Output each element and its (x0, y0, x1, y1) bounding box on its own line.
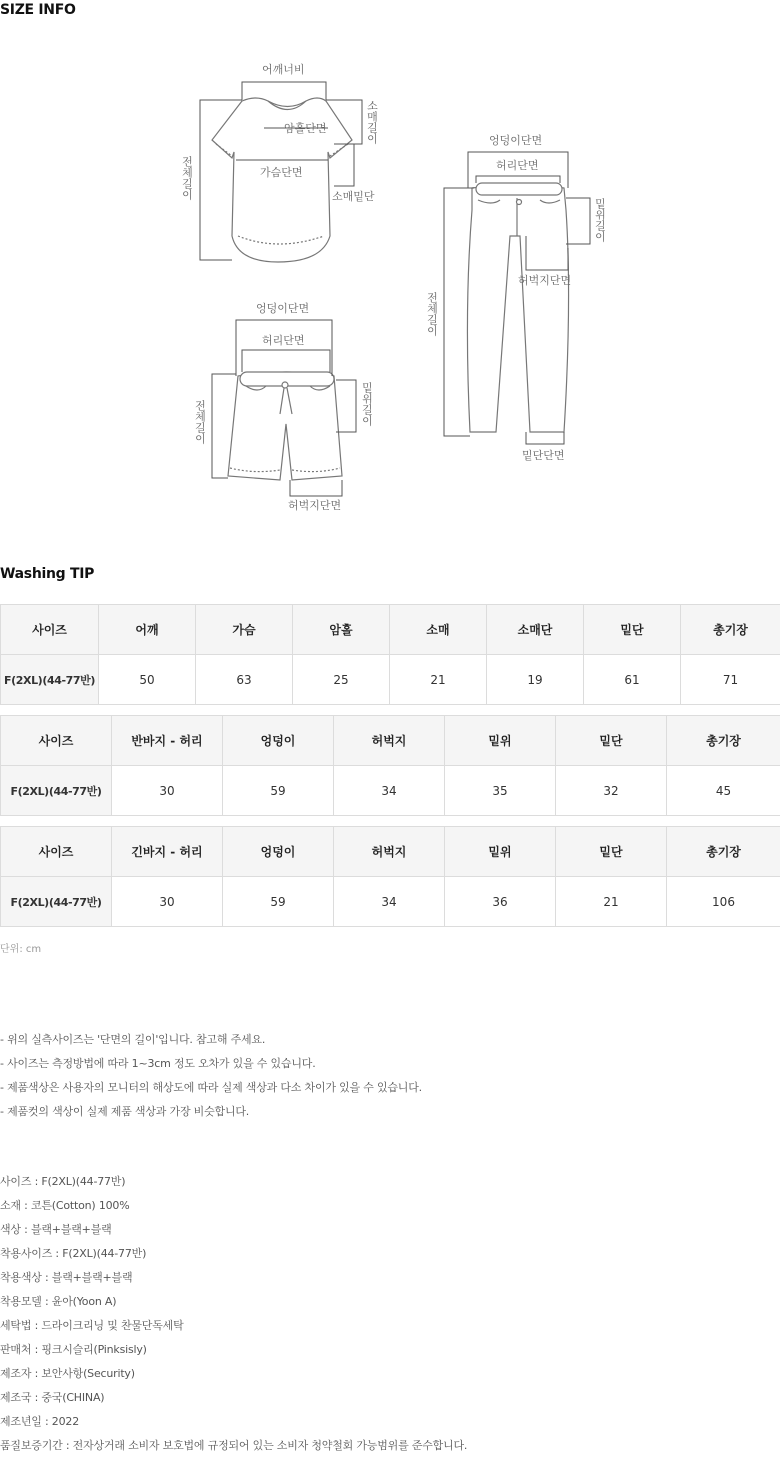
label-top-total-length: 전체길이 (180, 156, 194, 200)
product-info (0, 1170, 467, 1458)
info-line: 색상 : 블랙+블랙+블랙 (0, 1223, 112, 1236)
value-cell: 59 (223, 877, 334, 927)
info-line: 세탁법 : 드라이크리닝 및 찬물단독세탁 (0, 1319, 184, 1332)
value-cell: 19 (487, 655, 584, 705)
shorts-illustration (228, 372, 342, 480)
note-line: - 제품색상은 사용자의 모니터의 해상도에 따라 실제 색상과 다소 차이가 있을 수 있습니다. (0, 1081, 422, 1094)
label-shorts-rise: 밑위길이 (360, 382, 374, 426)
header-cell: 밑위 (445, 827, 556, 877)
value-cell: 45 (667, 766, 780, 816)
label-pants-thigh: 허벅지단면 (518, 274, 572, 287)
size-table-shorts (0, 715, 780, 816)
label-sleeve-length: 소매길이 (365, 100, 379, 144)
table-row (1, 655, 780, 705)
unit-note: 단위: cm (0, 944, 42, 955)
header-cell: 긴바지 - 허리 (112, 827, 223, 877)
value-cell: 30 (112, 766, 223, 816)
value-cell: 36 (445, 877, 556, 927)
info-line: 소재 : 코튼(Cotton) 100% (0, 1199, 130, 1212)
label-pants-total-length: 전체길이 (425, 292, 439, 336)
label-chest: 가슴단면 (260, 166, 303, 179)
info-line: 착용색상 : 블랙+블랙+블랙 (0, 1271, 133, 1284)
washing-tip-title: Washing TIP (0, 566, 95, 582)
header-cell: 사이즈 (1, 605, 99, 655)
header-cell: 허벅지 (334, 827, 445, 877)
label-pants-rise: 밑위길이 (593, 198, 607, 242)
size-name-cell: F(2XL)(44-77반) (1, 766, 112, 816)
header-cell: 가슴 (196, 605, 293, 655)
table-header-row (1, 716, 780, 766)
label-pants-waist: 허리단면 (496, 159, 539, 172)
value-cell: 30 (112, 877, 223, 927)
value-cell: 21 (556, 877, 667, 927)
size-name-cell: F(2XL)(44-77반) (1, 655, 99, 705)
size-table-top (0, 604, 780, 705)
size-info-title: SIZE INFO (0, 2, 76, 18)
info-line: 사이즈 : F(2XL)(44-77반) (0, 1175, 126, 1188)
size-notes (0, 1028, 422, 1124)
info-line: 제조국 : 중국(CHINA) (0, 1391, 105, 1404)
value-cell: 34 (334, 766, 445, 816)
value-cell: 61 (584, 655, 681, 705)
size-name-cell: F(2XL)(44-77반) (1, 877, 112, 927)
note-line: - 제품컷의 색상이 실제 제품 색상과 가장 비슷합니다. (0, 1105, 250, 1118)
info-line: 판매처 : 핑크시슬리(Pinksisly) (0, 1343, 147, 1356)
header-cell: 총기장 (681, 605, 780, 655)
header-cell: 반바지 - 허리 (112, 716, 223, 766)
label-shoulder-width: 어깨너비 (262, 63, 305, 76)
value-cell: 71 (681, 655, 780, 705)
size-diagram (0, 40, 780, 530)
note-line: - 사이즈는 측정방법에 따라 1~3cm 정도 오차가 있을 수 있습니다. (0, 1057, 316, 1070)
header-cell: 엉덩이 (223, 716, 334, 766)
size-table-pants (0, 826, 780, 927)
header-cell: 허벅지 (334, 716, 445, 766)
header-cell: 밑단 (556, 716, 667, 766)
header-cell: 밑위 (445, 716, 556, 766)
header-cell: 총기장 (667, 716, 780, 766)
header-cell: 사이즈 (1, 827, 112, 877)
value-cell: 21 (390, 655, 487, 705)
info-line: 제조년일 : 2022 (0, 1415, 79, 1428)
label-pants-hem: 밑단단면 (522, 449, 565, 462)
value-cell: 25 (293, 655, 390, 705)
header-cell: 엉덩이 (223, 827, 334, 877)
header-cell: 소매단 (487, 605, 584, 655)
header-cell: 암홀 (293, 605, 390, 655)
value-cell: 63 (196, 655, 293, 705)
header-cell: 어깨 (99, 605, 196, 655)
tshirt-illustration (212, 98, 352, 262)
table-header-row (1, 827, 780, 877)
header-cell: 총기장 (667, 827, 780, 877)
label-armhole: 암홀단면 (284, 122, 327, 135)
value-cell: 59 (223, 766, 334, 816)
info-line: 제조자 : 보안사항(Security) (0, 1367, 135, 1380)
value-cell: 32 (556, 766, 667, 816)
value-cell: 50 (99, 655, 196, 705)
label-shorts-total-length: 전체길이 (193, 400, 207, 444)
header-cell: 사이즈 (1, 716, 112, 766)
value-cell: 106 (667, 877, 780, 927)
table-row (1, 877, 780, 927)
table-header-row (1, 605, 780, 655)
value-cell: 35 (445, 766, 556, 816)
info-line: 품질보증기간 : 전자상거래 소비자 보호법에 규정되어 있는 소비자 청약철회 가능범위를 준수합니다. (0, 1439, 468, 1452)
header-cell: 소매 (390, 605, 487, 655)
info-line: 착용모델 : 윤아(Yoon A) (0, 1295, 117, 1308)
table-row (1, 766, 780, 816)
label-pants-hip: 엉덩이단면 (489, 134, 543, 147)
label-shorts-thigh: 허벅지단면 (288, 499, 342, 512)
info-line: 착용사이즈 : F(2XL)(44-77반) (0, 1247, 147, 1260)
pants-illustration (467, 183, 568, 432)
label-shorts-hip: 엉덩이단면 (256, 302, 310, 315)
note-line: - 위의 실측사이즈는 '단면의 길이'입니다. 참고해 주세요. (0, 1033, 266, 1046)
label-sleeve-hem: 소매밑단 (332, 190, 375, 203)
header-cell: 밑단 (556, 827, 667, 877)
label-shorts-waist: 허리단면 (262, 334, 305, 347)
header-cell: 밑단 (584, 605, 681, 655)
value-cell: 34 (334, 877, 445, 927)
